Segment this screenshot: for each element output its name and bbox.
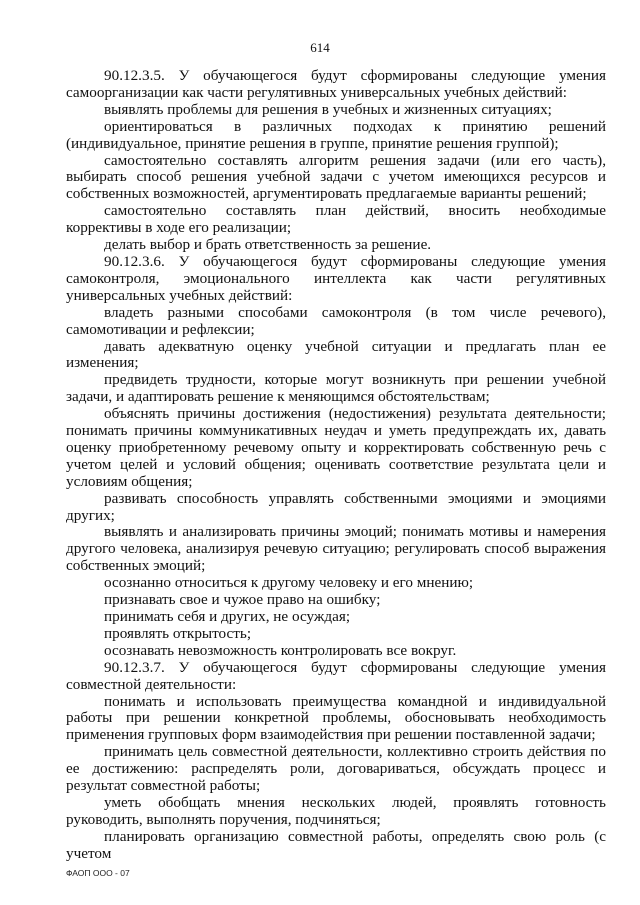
- paragraph: самостоятельно составлять план действий, вносить необходимые коррективы в ходе его реализации;: [66, 202, 606, 237]
- paragraph: ориентироваться в различных подходах к принятию решений (индивидуальное, принятие решения в группе, принятие решения группой);: [66, 117, 606, 152]
- paragraph: проявлять открытость;: [104, 624, 252, 642]
- paragraph: уметь обобщать мнения нескольких людей, проявлять готовность руководить, выполнять поручения, подчиняться;: [66, 793, 606, 828]
- paragraph: выявлять и анализировать причины эмоций; понимать мотивы и намерения другого человека, анализируя речевую ситуацию; регулировать способ выражения собственных эмоций;: [66, 523, 606, 575]
- page-number: 614: [310, 40, 330, 55]
- body-text: [66, 68, 606, 863]
- paragraph: предвидеть трудности, которые могут возникнуть при решении учебной задачи, и адаптировать решение к меняющимся обстоятельствам;: [66, 371, 606, 406]
- paragraph-90-12-3-7: 90.12.3.7. У обучающегося будут сформированы следующие умения совместной деятельности:: [66, 658, 606, 693]
- paragraph: делать выбор и брать ответственность за решение.: [104, 236, 432, 254]
- paragraph: признавать свое и чужое право на ошибку;: [104, 591, 381, 609]
- paragraph-90-12-3-5: 90.12.3.5. У обучающегося будут сформированы следующие умения самоорганизации как части регулятивных универсальных учебных действий:: [66, 67, 606, 101]
- paragraph: владеть разными способами самоконтроля (в том числе речевого), самомотивации и рефлексии;: [66, 303, 606, 338]
- paragraph: объяснять причины достижения (недостижения) результата деятельности; понимать причины коммуникативных неудач и уметь предупреждать их, давать оценку приобретенному речевому опыту и корректировать собственную речь с учетом целей и условий общения; оценивать соответствие результата цели и условиям общения;: [66, 405, 606, 490]
- paragraph: осознавать невозможность контролировать все вокруг.: [104, 641, 457, 659]
- paragraph: планировать организацию совместной работы, определять свою роль (с учетом: [66, 827, 606, 862]
- paragraph: самостоятельно составлять алгоритм решения задачи (или его часть), выбирать способ решения учебной задачи с учетом имеющихся ресурсов и собственных возможностей, аргументировать предлагаемые варианты решений;: [66, 151, 606, 203]
- paragraph: выявлять проблемы для решения в учебных и жизненных ситуациях;: [104, 100, 552, 118]
- paragraph: развивать способность управлять собственными эмоциями и эмоциями других;: [66, 489, 606, 524]
- paragraph: понимать и использовать преимущества командной и индивидуальной работы при решении конкретной проблемы, обосновывать необходимость применения групповых форм взаимодействия при решении поставленной задачи;: [66, 692, 606, 744]
- paragraph: принимать себя и других, не осуждая;: [104, 608, 351, 625]
- paragraph: осознанно относиться к другому человеку и его мнению;: [104, 574, 474, 592]
- paragraph-90-12-3-6: 90.12.3.6. У обучающегося будут сформированы следующие умения самоконтроля, эмоционального интеллекта как части регулятивных универсальных учебных действий:: [66, 252, 606, 304]
- paragraph: давать адекватную оценку учебной ситуации и предлагать план ее изменения;: [66, 337, 606, 372]
- footer-label: ФАОП ООО - 07: [66, 868, 130, 878]
- paragraph: принимать цель совместной деятельности, коллективно строить действия по ее достижению: распределять роли, договариваться, обсуждать процесс и результат совместной работы;: [66, 743, 606, 795]
